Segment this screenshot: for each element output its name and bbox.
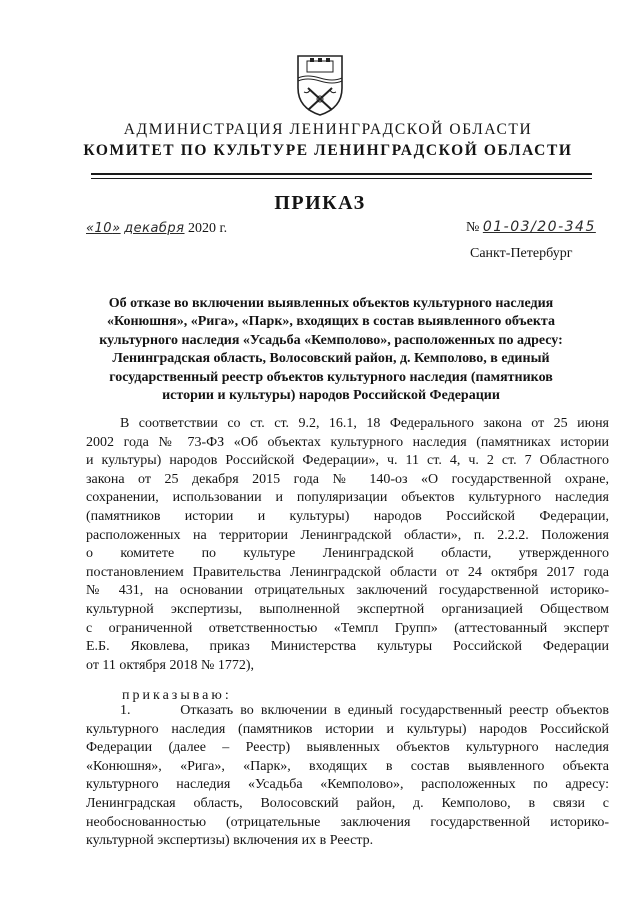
number-value: 01-03/20-345 [482, 219, 596, 235]
date-close-quote: » [112, 221, 121, 236]
item-line: «Конюшня», «Рига», «Парк», входящих в состав выявленного объекта [86, 758, 609, 774]
subject-line: Ленинградская область, Волосовский район, д. Кемполово, в единый [112, 351, 550, 367]
item-line: Федерации (далее – Реестр) выявленных объектов культурного наследия [86, 740, 609, 756]
document-subject [70, 295, 592, 405]
item-line: необоснованностью (отрицательные заключения государственной историко- [86, 814, 609, 830]
header-divider-thin [91, 178, 592, 179]
date-year: 2020 г. [188, 221, 228, 236]
body-line: 2002 года № 73-ФЗ «Об объектах культурного наследия (памятниках истории [86, 434, 609, 450]
item-line: Ленинградская область, Волосовский район, д. Кемполово, в связи с [86, 795, 609, 811]
body-line: В соответствии со ст. ст. 9.2, 16.1, 18 Федерального закона от 25 июня [120, 416, 609, 431]
item-line: Отказать во включении в единый государственный реестр объектов [180, 703, 610, 718]
body-line: и культуры) народов Российской Федерации», ч. 11 ст. 4, ч. 2 ст. 7 Областного [86, 453, 609, 469]
order-word: приказываю: [122, 688, 232, 703]
order-item-1 [86, 702, 609, 851]
document-date [86, 221, 227, 237]
body-line: с ограниченной ответственностью «Темпл Групп» (аттестованный эксперт [86, 620, 609, 636]
item-line-first [86, 702, 609, 721]
subject-line: государственный реестр объектов культурного наследия (памятников [109, 369, 553, 385]
body-line: Е.Б. Яковлева, приказ Министерства культуры Российской Федерации [86, 639, 609, 655]
body-line: о комитете по культуре Ленинградской области, утвержденного [86, 546, 609, 562]
number-label: № [466, 220, 480, 235]
body-line: от 11 октября 2018 № 1772), [86, 657, 254, 673]
document-title: ПРИКАЗ [274, 192, 366, 214]
body-line: закона от 25 декабря 2015 года № 140-оз «О государственной охране, [86, 471, 609, 487]
item-line: культурного наследия (памятников истории и культуры) народов Российской [86, 721, 609, 737]
header-divider-thick [91, 173, 592, 175]
subject-line: Об отказе во включении выявленных объектов культурного наследия [108, 296, 554, 311]
body-line: постановлением Правительства Ленинградской области от 24 октября 2017 года [86, 564, 609, 580]
item-line: культурной экспертизы) включения их в Реестр. [86, 833, 374, 849]
body-line: сохранении, использовании и популяризации объектов культурного наследия [86, 490, 609, 506]
body-line: № 431, на основании отрицательных заключений государственной историко- [86, 583, 609, 599]
subject-line: истории и культуры) народов Российской Федерации [162, 388, 500, 404]
date-open-quote: « [86, 221, 95, 236]
subject-line: «Конюшня», «Рига», «Парк», входящих в состав выявленного объекта [107, 314, 555, 330]
leningrad-oblast-coat-of-arms-icon [294, 52, 346, 118]
date-month: декабря [124, 221, 185, 236]
document-city: Санкт-Петербург [470, 246, 573, 261]
body-line: культурной экспертизы, выполненной экспертной организацией Обществом [86, 601, 609, 617]
body-line: расположенных на территории Ленинградской области», п. 2.2.2. Положения [86, 527, 609, 543]
committee-name: КОМИТЕТ ПО КУЛЬТУРЕ ЛЕНИНГРАДСКОЙ ОБЛАСТИ [83, 142, 573, 159]
body-line: (памятников истории и культуры) народов Российской Федерации, [86, 508, 609, 524]
subject-line: культурного наследия «Усадьба «Кемполово», расположенных по адресу: [99, 332, 563, 348]
organization-name: АДМИНИСТРАЦИЯ ЛЕНИНГРАДСКОЙ ОБЛАСТИ [123, 121, 533, 138]
document-number [466, 219, 596, 236]
date-day: 10 [94, 221, 113, 236]
preamble-paragraph [86, 415, 609, 675]
item-line: культурного наследия «Усадьба «Кемполово», расположенных по адресу: [86, 777, 609, 793]
item-number: 1. [120, 703, 131, 718]
